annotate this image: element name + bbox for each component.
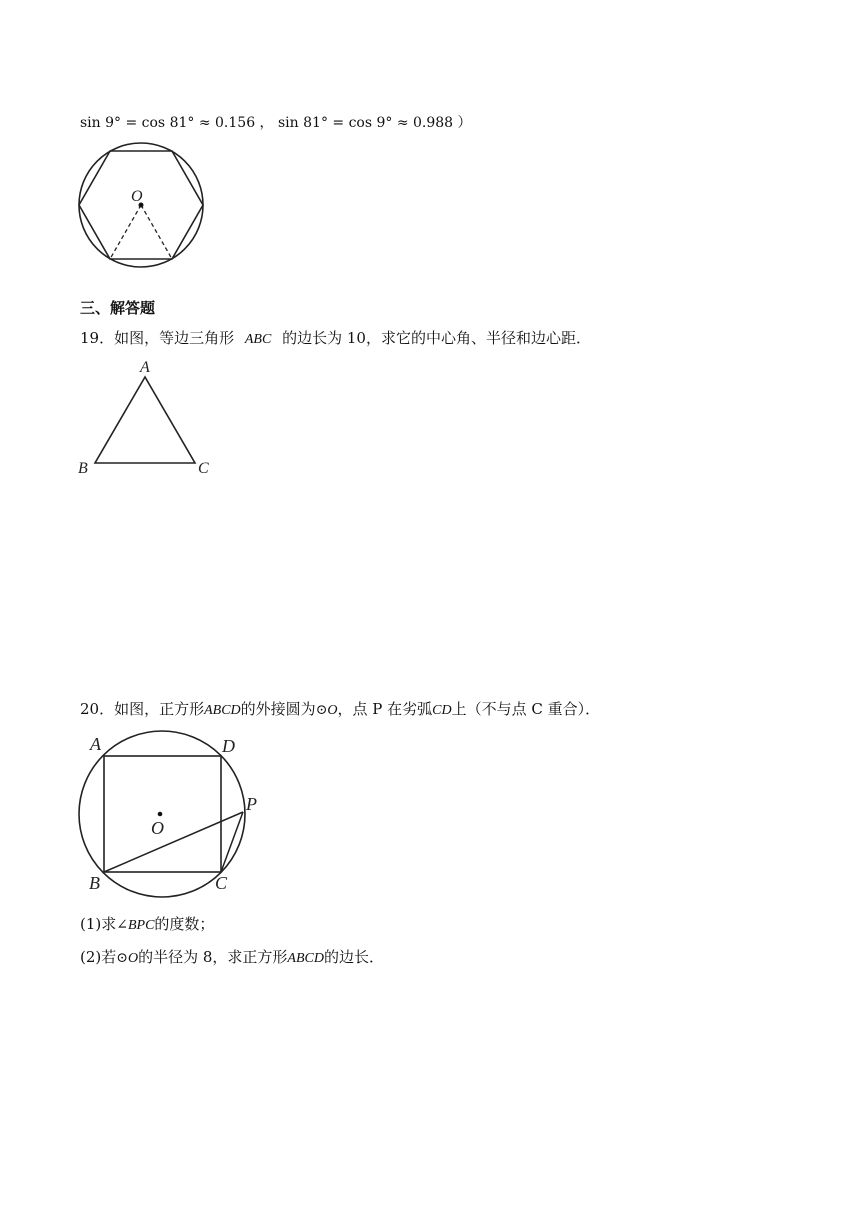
q20-arc-name: CD xyxy=(432,703,452,718)
section-title: 三、解答题 xyxy=(80,299,156,317)
center-label: O xyxy=(131,188,143,205)
vertex-b-label: B xyxy=(78,460,88,477)
part2-suffix: 的边长． xyxy=(323,948,384,966)
question-20 xyxy=(80,698,600,719)
vertex-a-label: A xyxy=(140,359,150,376)
q19-text-2: 的边长为 10，求它的中心角、半径和边心距． xyxy=(277,329,591,347)
equilateral-triangle-figure xyxy=(76,356,216,476)
q20-text-2: 的外接圆为 xyxy=(240,700,316,718)
trig-note: sin 9° = cos 81° ≈ 0.156 ， sin 81° = cos 9° ≈ 0.988 ） xyxy=(80,115,472,131)
part1-prefix: (1)求 xyxy=(80,915,117,933)
segment-bp xyxy=(104,812,243,872)
q20-text-4: 上（不与点 C 重合）． xyxy=(451,700,601,718)
center-point-o xyxy=(158,812,163,817)
q20-part-1 xyxy=(80,913,214,934)
part2-square-name: ABCD xyxy=(287,951,324,966)
q20-text-3: ，点 P 在劣弧 xyxy=(337,700,433,718)
label-p: P xyxy=(246,794,257,814)
hexagon-in-circle-figure xyxy=(78,142,208,272)
vertex-c-label: C xyxy=(198,460,209,477)
part2-circle: ⊙O xyxy=(116,951,139,966)
square-abcd xyxy=(104,756,221,872)
dashed-radius-right xyxy=(141,205,172,259)
part2-mid: 的半径为 8，求正方形 xyxy=(138,948,288,966)
q20-part-2 xyxy=(80,946,384,967)
q19-text-1: 如图，等边三角形 xyxy=(114,329,239,347)
q19-number: 19． xyxy=(80,329,115,347)
label-b: B xyxy=(89,873,100,893)
part1-angle: ∠BPC xyxy=(116,918,155,933)
q20-square-name: ABCD xyxy=(204,703,241,718)
label-d: D xyxy=(222,736,235,756)
square-in-circle-figure xyxy=(76,728,276,898)
q20-text-1: 如图，正方形 xyxy=(114,700,205,718)
q19-triangle-name: ABC xyxy=(244,332,272,347)
part1-suffix: 的度数； xyxy=(154,915,215,933)
question-19 xyxy=(80,327,591,348)
part2-prefix: (2)若 xyxy=(80,948,117,966)
triangle-abc xyxy=(95,377,195,463)
dashed-radius-left xyxy=(110,205,141,259)
label-c: C xyxy=(215,873,228,893)
label-a: A xyxy=(90,734,101,754)
q20-number: 20． xyxy=(80,700,115,718)
label-o: O xyxy=(151,818,164,838)
q20-circle-name: ⊙O xyxy=(315,703,338,718)
